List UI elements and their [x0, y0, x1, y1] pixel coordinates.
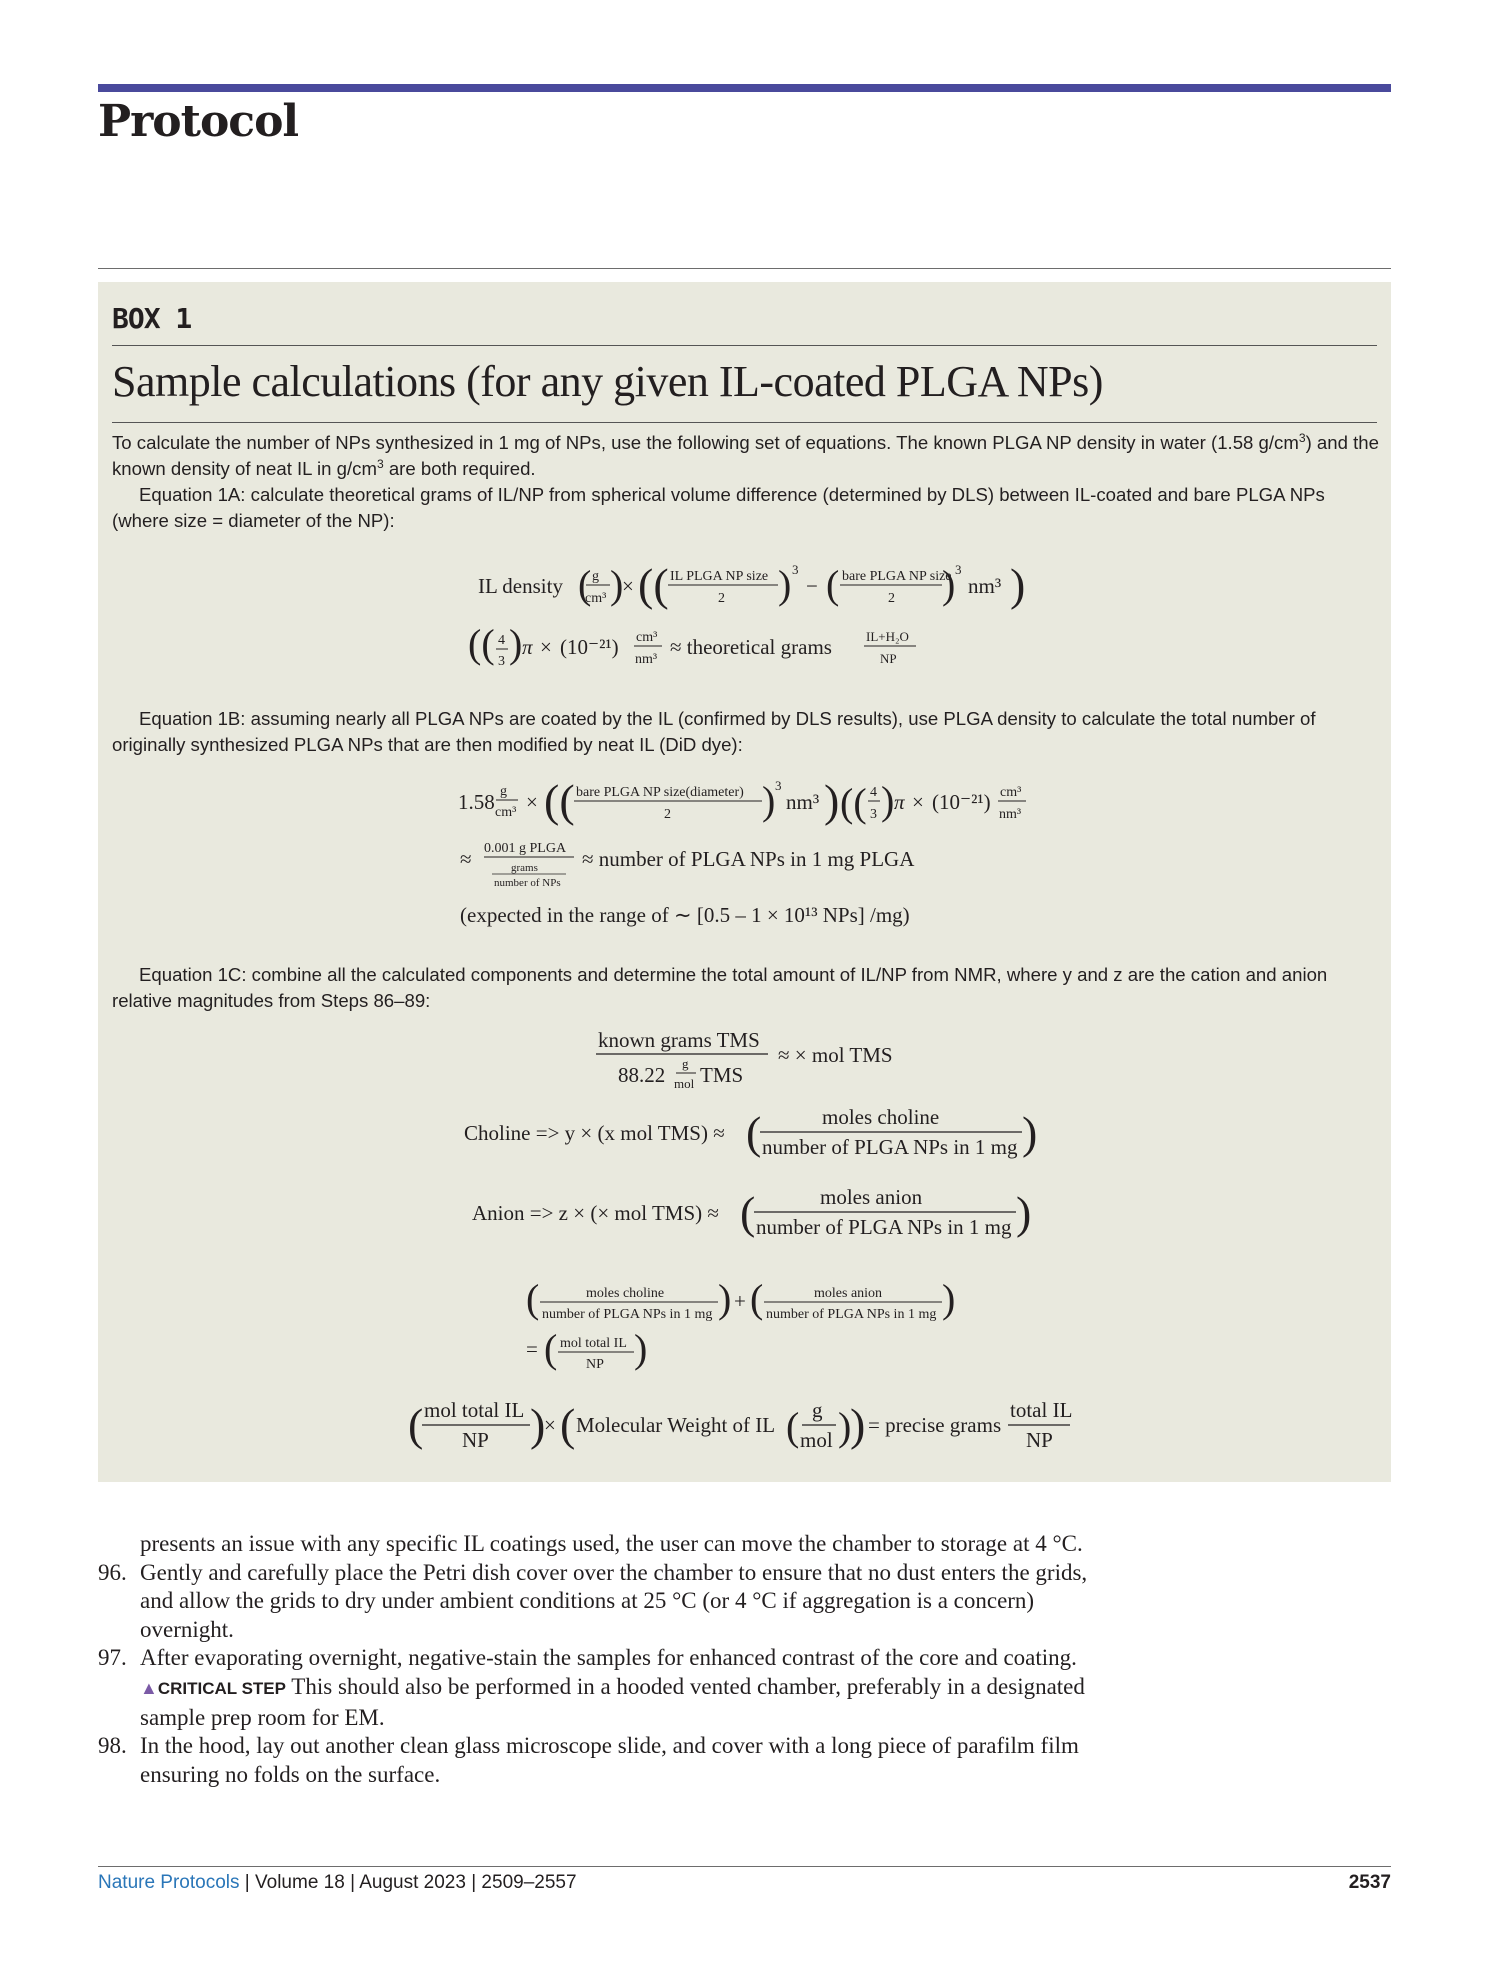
svg-text:cm³: cm³ — [636, 630, 658, 645]
svg-text:×: × — [544, 1413, 556, 1437]
svg-text:(10⁻²¹): (10⁻²¹) — [560, 635, 619, 659]
eq-number-result: ≈ number of PLGA NPs in 1 mg PLGA — [582, 847, 915, 871]
svg-text:mol: mol — [800, 1428, 833, 1452]
svg-text:number of PLGA NPs in 1 mg: number of PLGA NPs in 1 mg — [542, 1307, 713, 1322]
svg-text:): ) — [1016, 1187, 1032, 1238]
svg-text:): ) — [634, 1326, 648, 1371]
svg-text:g: g — [682, 1056, 689, 1071]
svg-text:2: 2 — [664, 807, 671, 822]
step-97: 97. After evaporating overnight, negative-stain the samples for enhanced contrast of the core and coating. ▲CRITICAL STEP This should also be performed in a hooded vented chamber, preferably in a designated sample prep room for EM. — [98, 1645, 1085, 1730]
svg-text:(: ( — [526, 1276, 540, 1321]
svg-text:number of PLGA NPs in 1 mg: number of PLGA NPs in 1 mg — [762, 1135, 1018, 1159]
svg-text:≈: ≈ — [460, 847, 472, 871]
svg-text:(: ( — [544, 1326, 558, 1371]
svg-text:): ) — [850, 1399, 866, 1450]
eq-anion: Anion => z × (× mol TMS) ≈ — [472, 1201, 719, 1225]
footer-citation — [98, 1872, 577, 1894]
svg-text:+: + — [734, 1289, 746, 1313]
svg-text:((: (( — [840, 780, 867, 825]
box-label: BOX 1 — [112, 302, 192, 335]
svg-text:grams: grams — [511, 862, 538, 874]
eq1a-intro: Equation 1A: calculate theoretical grams of IL/NP from spherical volume difference (determined by DLS) between IL-coated and bare PLGA NPs (where size = diameter of the NP): — [112, 484, 1325, 531]
box-title: Sample calculations (for any given IL-coated PLGA NPs) — [112, 357, 1103, 406]
svg-text:×: × — [526, 790, 538, 814]
equations-figure — [98, 282, 1391, 1482]
svg-text:known grams TMS: known grams TMS — [598, 1028, 760, 1052]
journal-name: Nature Protocols — [98, 1872, 240, 1893]
svg-text:NP: NP — [586, 1357, 604, 1372]
svg-text:mol: mol — [674, 1076, 695, 1091]
svg-text:=: = — [526, 1337, 538, 1361]
svg-text:cm³: cm³ — [1000, 785, 1022, 800]
eq-choline: Choline => y × (x mol TMS) ≈ — [464, 1121, 725, 1145]
step-98: 98. In the hood, lay out another clean glass microscope slide, and cover with a long piece of parafilm film ensuring no folds on the surface. — [98, 1733, 1079, 1787]
svg-text:×: × — [540, 635, 552, 659]
header-accent-bar — [98, 84, 1391, 92]
eq-molecular-weight: Molecular Weight of IL — [576, 1413, 776, 1437]
svg-text:3: 3 — [498, 654, 505, 669]
svg-text:×: × — [912, 790, 924, 814]
svg-text:((: (( — [468, 621, 495, 666]
svg-text:nm³: nm³ — [786, 790, 820, 814]
svg-text:π: π — [522, 635, 533, 659]
svg-text:NP: NP — [880, 651, 897, 666]
svg-text:−: − — [806, 574, 818, 598]
svg-text:NP: NP — [1026, 1428, 1053, 1452]
section-heading: Protocol — [98, 96, 299, 147]
svg-text:moles choline: moles choline — [586, 1286, 665, 1301]
svg-text:(: ( — [750, 1276, 764, 1321]
svg-text:3: 3 — [955, 562, 962, 577]
svg-text:): ) — [838, 1404, 852, 1449]
svg-text:): ) — [1010, 559, 1026, 610]
eq-bare-diameter: bare PLGA NP size(diameter) — [576, 785, 744, 800]
svg-text:moles anion: moles anion — [820, 1185, 923, 1209]
procedure-steps — [98, 1530, 1088, 1789]
intro-part-a: To calculate the number of NPs synthesized in 1 mg of NPs, use the following set of equations. The known PLGA NP density in water (1.58 g/cm — [112, 432, 1299, 453]
equation-1a — [468, 559, 1025, 669]
svg-text:): ) — [509, 621, 523, 666]
svg-text:4: 4 — [498, 633, 505, 648]
eq-il-size: IL PLGA NP size — [670, 569, 769, 584]
svg-text:g: g — [592, 569, 599, 584]
svg-text:nm³: nm³ — [968, 574, 1002, 598]
svg-text:3: 3 — [775, 778, 782, 793]
eq-precise-grams: = precise grams — [868, 1413, 1002, 1437]
equation-1c — [408, 1028, 1072, 1452]
step-96: 96. Gently and carefully place the Petri dish cover over the chamber to ensure that no dust enters the grids, and allow the grids to dry under ambient conditions at 25 °C (or 4 °C if aggregation is a concern) overnight. — [98, 1559, 1088, 1642]
svg-text:number of PLGA NPs in 1 mg: number of PLGA NPs in 1 mg — [756, 1215, 1012, 1239]
svg-text:g: g — [812, 1398, 823, 1422]
svg-text:((: (( — [544, 775, 575, 826]
svg-text:total IL: total IL — [1010, 1398, 1073, 1422]
svg-text:moles choline: moles choline — [822, 1105, 940, 1129]
svg-text:number of PLGA NPs in 1 mg: number of PLGA NPs in 1 mg — [766, 1307, 937, 1322]
eq-range-note: (expected in the range of ∼ [0.5 – 1 × 10¹³ NPs] /mg) — [460, 903, 910, 927]
footer-details: | Volume 18 | August 2023 | 2509–2557 — [239, 1872, 577, 1893]
svg-text:(: ( — [786, 1404, 800, 1449]
eq-theoretical-grams: ≈ theoretical grams — [670, 635, 832, 659]
box-intro: To calculate the number of NPs synthesized in 1 mg of NPs, use the following set of equations. The known PLGA NP density in water (1.58 $g/cm^3$) and the known density of neat IL in $g/cm^3$ are both required. Equation 1A: calculate theoretical grams of IL/NP from spherical volume difference (determined by DLS) between IL-coated and bare PLGA NPs (where size = diameter of the NP): — [112, 430, 1382, 534]
svg-text:88.22: 88.22 — [618, 1063, 666, 1087]
svg-text:3: 3 — [870, 807, 877, 822]
svg-text:): ) — [824, 775, 840, 826]
svg-text:mol total IL: mol total IL — [424, 1398, 525, 1422]
svg-text:): ) — [610, 562, 624, 607]
svg-text:0.001 g PLGA: 0.001 g PLGA — [484, 841, 567, 856]
svg-text:IL+H₂O: IL+H₂O — [866, 629, 909, 644]
svg-text:(: ( — [740, 1187, 756, 1238]
svg-text:3: 3 — [792, 562, 799, 577]
page-number: 2537 — [1348, 1872, 1391, 1893]
svg-text:): ) — [881, 778, 895, 823]
svg-text:): ) — [942, 562, 956, 607]
svg-text:TMS: TMS — [700, 1063, 744, 1087]
svg-text:mol total IL: mol total IL — [560, 1336, 627, 1351]
svg-text:): ) — [778, 562, 792, 607]
svg-text:(: ( — [746, 1107, 762, 1158]
intro-part-b: ) and the known density of neat IL in g/cm — [112, 432, 1379, 479]
box-1 — [98, 282, 1391, 1482]
svg-text:(: ( — [826, 562, 840, 607]
svg-text:number of NPs: number of NPs — [494, 877, 561, 889]
svg-text:nm³: nm³ — [999, 807, 1022, 822]
top-divider — [98, 268, 1391, 269]
svg-text:moles anion: moles anion — [814, 1286, 883, 1301]
svg-text:2: 2 — [888, 591, 895, 606]
svg-text:NP: NP — [462, 1428, 489, 1452]
svg-text:π: π — [894, 790, 905, 814]
eq-il-density: IL density — [478, 574, 563, 598]
svg-text:g: g — [500, 784, 507, 799]
svg-text:): ) — [530, 1399, 546, 1450]
intro-part-c: are both required. — [383, 458, 536, 479]
svg-text:((: (( — [638, 559, 669, 610]
eq1c-intro: Equation 1C: combine all the calculated components and determine the total amount of IL/NP from NMR, where y and z are the cation and anion relative magnitudes from Steps 86–89: — [112, 964, 1328, 1011]
eq1b-intro: Equation 1B: assuming nearly all PLGA NPs are coated by the IL (confirmed by DLS results), use PLGA density to calculate the total number of originally synthesized PLGA NPs that are then modified by neat IL (DiD dye): — [112, 708, 1316, 755]
svg-text:cm³: cm³ — [585, 591, 607, 606]
svg-text:): ) — [718, 1276, 732, 1321]
svg-text:(: ( — [578, 562, 592, 607]
svg-text:nm³: nm³ — [635, 652, 658, 667]
svg-text:): ) — [942, 1276, 956, 1321]
critical-step-label: CRITICAL STEP — [157, 1678, 286, 1698]
footer-divider — [98, 1866, 1391, 1867]
svg-text:2: 2 — [718, 591, 725, 606]
svg-text:4: 4 — [870, 785, 877, 800]
equation-1b — [458, 775, 1026, 927]
eq-bare-size: bare PLGA NP size — [842, 569, 952, 584]
svg-text:): ) — [1022, 1107, 1038, 1158]
critical-step-icon: ▲ — [140, 1677, 158, 1698]
svg-text:(: ( — [560, 1399, 576, 1450]
svg-text:(10⁻²¹): (10⁻²¹) — [932, 790, 991, 814]
svg-text:≈ × mol TMS: ≈ × mol TMS — [778, 1043, 893, 1067]
svg-text:×: × — [622, 574, 634, 598]
svg-text:cm³: cm³ — [495, 805, 517, 820]
svg-text:(: ( — [408, 1399, 424, 1450]
step-continuation: presents an issue with any specific IL coatings used, the user can move the chamber to storage at 4 °C. — [140, 1531, 1083, 1556]
svg-text:1.58: 1.58 — [458, 790, 495, 814]
svg-text:): ) — [762, 778, 776, 823]
